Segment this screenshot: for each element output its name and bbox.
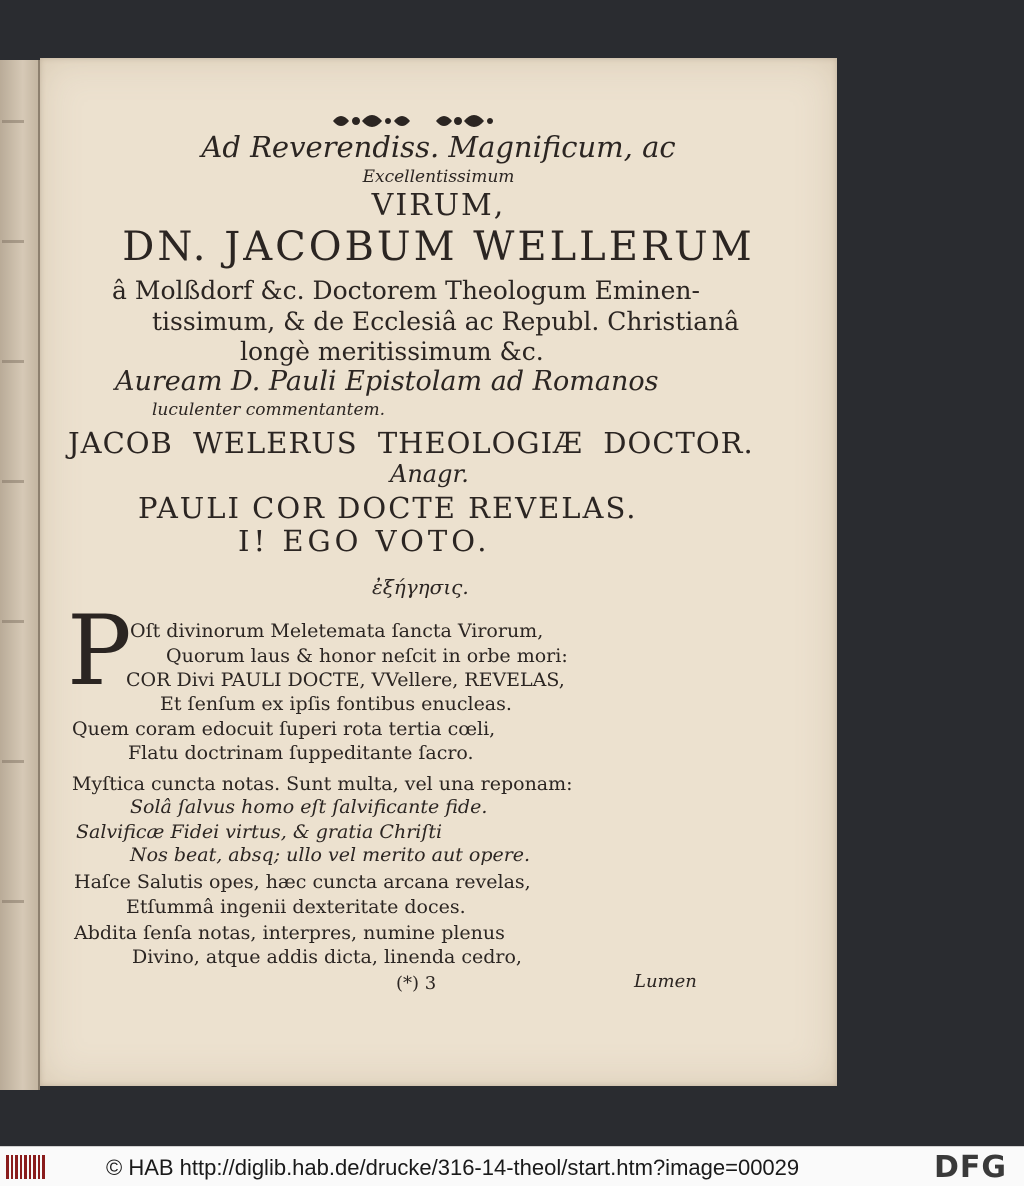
dedication-virum: VIRUM, — [371, 188, 506, 223]
verse-line: Myſtica cuncta notas. Sunt multa, vel una reponam: — [72, 773, 573, 795]
source-url[interactable]: © HAB http://diglib.hab.de/drucke/316-14-theol/start.htm?image=00029 — [106, 1155, 800, 1180]
dedicatee-title-line-3: longè meritissimum &c. — [240, 337, 544, 366]
dedicatee-title-line-1: â Molßdorf &c. Doctorem Theologum Eminen- — [112, 276, 700, 305]
anagram-line-1: PAULI COR DOCTE REVELAS. — [138, 491, 638, 525]
verse-line: Salvificæ Fidei virtus, & gratia Chriſti — [76, 821, 443, 843]
verse-line: COR Divi PAULI DOCTE, VVellere, REVELAS, — [126, 669, 565, 691]
footer-bar — [0, 1146, 1024, 1186]
verse-line: Quorum laus & honor neſcit in orbe mori: — [166, 645, 568, 667]
verse-line: Divino, atque addis dicta, linenda cedro, — [132, 946, 522, 968]
dedication-heading: Ad Reverendiss. Magnificum, ac — [201, 130, 676, 164]
verse-line: Abdita ſenſa notas, interpres, numine plenus — [74, 922, 505, 944]
signature-mark: (*) 3 — [396, 973, 437, 994]
dedicatee-title-line-2: tissimum, & de Ecclesiâ ac Republ. Christianâ — [152, 307, 740, 336]
verse-line: Oſt divinorum Meletemata ſancta Virorum, — [130, 620, 544, 642]
verse-line: Quem coram edocuit ſuperi rota tertia cœli, — [72, 718, 496, 740]
barcode-icon — [6, 1155, 48, 1179]
verse-line: Et ſenſum ex ipſis fontibus enucleas. — [160, 693, 512, 715]
verse-line: Haſce Salutis opes, hæc cuncta arcana revelas, — [74, 871, 531, 893]
verse-line: Etſummâ ingenii dexteritate doces. — [126, 896, 466, 918]
work-description: Auream D. Pauli Epistolam ad Romanos — [115, 366, 659, 397]
anagram-source: JACOB WELERUS THEOLOGIÆ DOCTOR. — [68, 426, 754, 460]
catchword: Lumen — [634, 971, 697, 992]
adjacent-page-edge — [0, 60, 40, 1090]
verse-line: Flatu doctrinam ſuppeditante ſacro. — [128, 742, 474, 764]
verse-line: Solâ ſalvus homo eſt ſalvificante fide. — [130, 796, 488, 818]
anagram-label: Anagr. — [390, 460, 469, 488]
dfg-logo: DFG — [934, 1150, 1008, 1185]
book-page — [40, 58, 837, 1086]
anagram-line-2: I! EGO VOTO. — [238, 524, 491, 558]
dedication-epithet: Excellentissimum — [362, 167, 515, 187]
dedicatee-name: DN. JACOBUM WELLERUM — [122, 224, 755, 270]
verse-line: Nos beat, absq; ullo vel merito aut opere. — [130, 844, 531, 866]
greek-heading: ἐξήγησις. — [372, 575, 469, 599]
work-description-2: luculenter commentantem. — [152, 400, 386, 420]
drop-capital: P — [67, 595, 132, 707]
